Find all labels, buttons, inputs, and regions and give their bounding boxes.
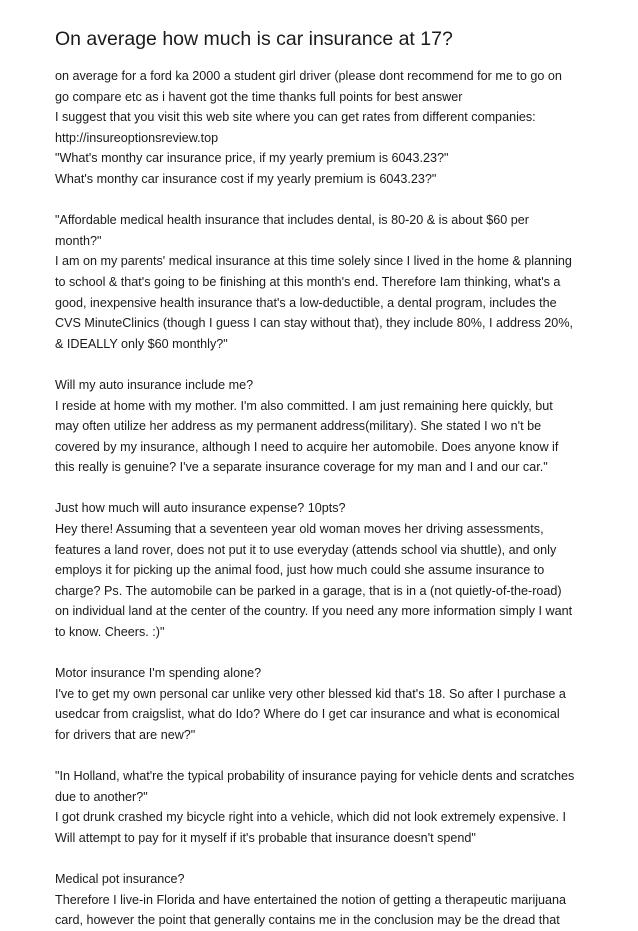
text-line: month?" bbox=[55, 233, 102, 248]
text-line: covered by my insurance, although I need to acquire her automobile. Does anyone know if bbox=[55, 439, 559, 454]
text-line: & IDEALLY only $60 monthly?" bbox=[55, 336, 228, 351]
text-line: I got drunk crashed my bicycle right into a vehicle, which did not look extremely expensive. I bbox=[55, 810, 566, 825]
text-line: on average for a ford ka 2000 a student girl driver (please dont recommend for me to go on bbox=[55, 69, 562, 83]
document-page bbox=[55, 26, 591, 931]
text-line: on individual land at the center of the country. If you need any more information simply I want bbox=[55, 604, 573, 619]
text-line: this really is genuine? I've a separate insurance coverage for my man and I and our car." bbox=[55, 460, 548, 475]
paragraph-spacer bbox=[55, 190, 591, 211]
text-line: CVS MinuteClinics (though I guess I can stay without that), they include 80%, I address 20%, bbox=[55, 316, 574, 331]
paragraph-spacer bbox=[55, 478, 591, 499]
text-line: good, inexpensive health insurance that's a low-deductible, a dental program, includes the bbox=[55, 295, 557, 310]
text-line: go compare etc as i havent got the time thanks full points for best answer bbox=[55, 89, 463, 104]
text-line: card, however the point that generally contains me in the conclusion may be the dread that bbox=[55, 913, 560, 928]
text-line: to know. Cheers. :)" bbox=[55, 625, 165, 640]
text-line: I suggest that you visit this web site where you can get rates from different companies: bbox=[55, 110, 536, 125]
text-line: I reside at home with my mother. I'm also committed. I am just remaining here quickly, but bbox=[55, 398, 553, 413]
text-line: Therefore I live-in Florida and have entertained the notion of getting a therapeutic marijuana bbox=[55, 892, 567, 907]
text-line: usedcar from craigslist, what do Ido? Where do I get car insurance and what is economical bbox=[55, 707, 560, 722]
text-line: Just how much will auto insurance expense? 10pts? bbox=[55, 501, 346, 516]
document-body bbox=[55, 66, 591, 931]
text-line: http://insureoptionsreview.top bbox=[55, 130, 219, 145]
text-line: Medical pot insurance? bbox=[55, 872, 185, 887]
text-line: due to another?" bbox=[55, 789, 148, 804]
text-line: may often utilize her address as my permanent address(military). She stated I wo n't be bbox=[55, 419, 542, 434]
text-line: features a land rover, does not put it to use everyday (attends school via shuttle), and only bbox=[55, 542, 557, 557]
text-line: for drivers that are new?" bbox=[55, 728, 196, 742]
document-title: On average how much is car insurance at 17? bbox=[55, 28, 453, 50]
paragraph-spacer bbox=[55, 849, 591, 870]
text-line: Will attempt to pay for it myself if it's probable that insurance doesn't spend" bbox=[55, 830, 476, 845]
text-line: Hey there! Assuming that a seventeen year old woman moves her driving assessments, bbox=[55, 522, 544, 537]
paragraph-spacer bbox=[55, 354, 591, 375]
text-line: to school & that's going to be finishing at this month's end. Therefore Iam thinking, what's a bbox=[55, 274, 561, 289]
text-line: I am on my parents' medical insurance at this time solely since I lived in the home & planning bbox=[55, 254, 572, 269]
text-line: charge? Ps. The automobile can be parked in a garage, that is in a (not quietly-of-the-road) bbox=[55, 583, 562, 598]
text-line: "Affordable medical health insurance that includes dental, is 80-20 & is about $60 per bbox=[55, 213, 530, 228]
text-line: Motor insurance I'm spending alone? bbox=[55, 666, 262, 681]
paragraph-spacer bbox=[55, 746, 591, 767]
text-line: "In Holland, what're the typical probability of insurance paying for vehicle dents and scratches bbox=[55, 769, 575, 784]
text-line: Will my auto insurance include me? bbox=[55, 377, 254, 392]
text-line: What's monthy car insurance cost if my yearly premium is 6043.23?" bbox=[55, 171, 437, 186]
paragraph-spacer bbox=[55, 643, 591, 664]
text-line: employs it for picking up the animal food, just how much could she assume insurance to bbox=[55, 563, 545, 578]
text-line: "What's monthy car insurance price, if my yearly premium is 6043.23?" bbox=[55, 151, 449, 166]
text-line: I've to get my own personal car unlike very other blessed kid that's 18. So after I purchase a bbox=[55, 686, 566, 701]
